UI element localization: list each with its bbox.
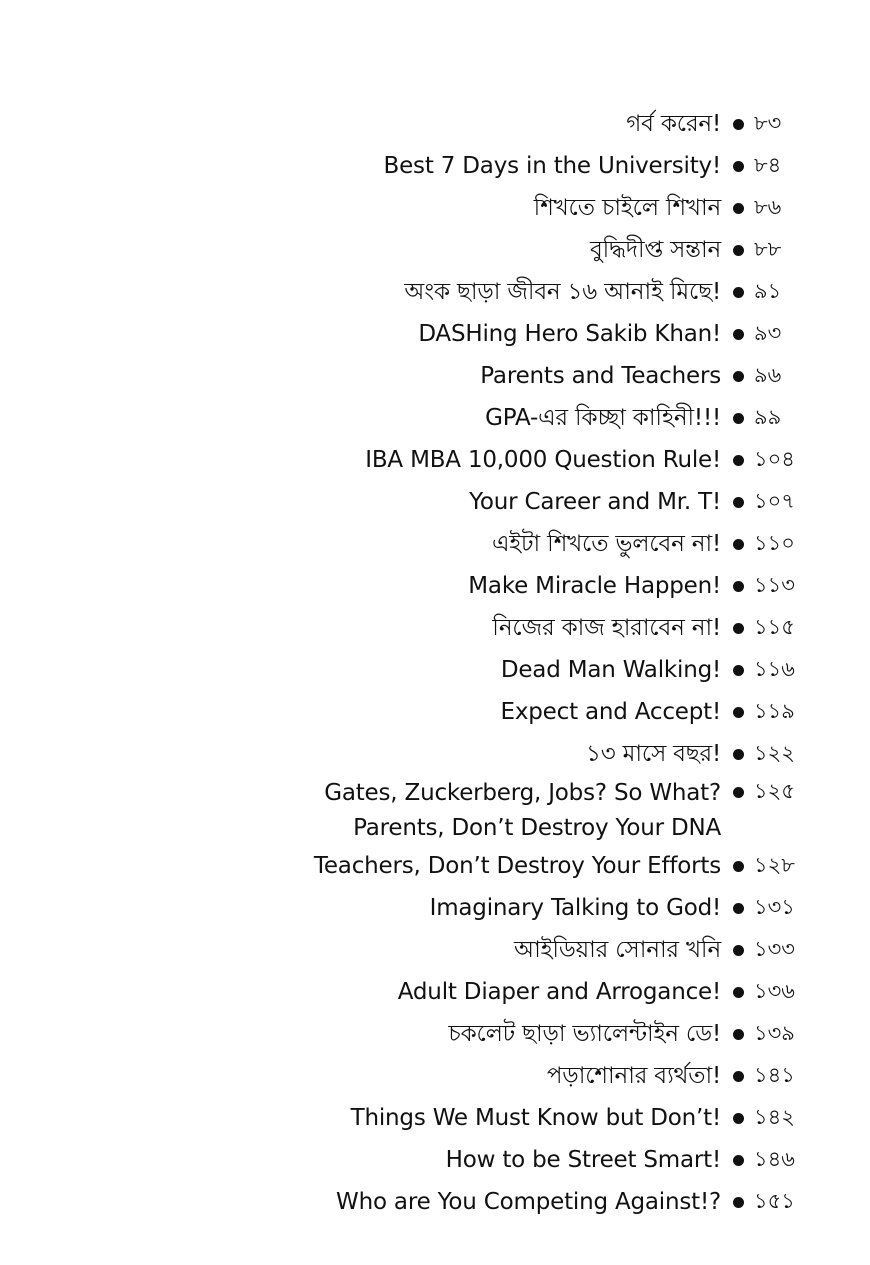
toc-entry [492, 523, 802, 565]
toc-entry-title: Best 7 Days in the University! [383, 153, 721, 179]
toc-entry [430, 887, 802, 929]
toc-page-number: ৮৬ [754, 194, 782, 219]
toc-page-number: ১৫১ [754, 1188, 795, 1213]
bullet-icon [733, 1071, 744, 1082]
toc-page-number: ১১০ [754, 530, 795, 555]
toc-entry-continued [353, 810, 802, 845]
bullet-icon [733, 903, 744, 914]
toc-entry [448, 1013, 802, 1055]
toc-page-number: ১২২ [754, 740, 795, 765]
toc-page-number: ১৩৬ [754, 978, 795, 1003]
bullet-icon [733, 371, 744, 382]
toc-entry [398, 971, 802, 1013]
toc-entry [324, 775, 802, 810]
toc-entry-title: শিখতে চাইলে শিখান [533, 194, 721, 221]
bullet-icon [733, 581, 744, 592]
toc-page-number: ১২৫ [754, 779, 795, 803]
toc-entry [534, 187, 802, 229]
toc-entry [446, 1139, 802, 1181]
toc-entry-title: GPA-এর কিচ্ছা কাহিনী!!! [485, 404, 721, 431]
toc-entry-title: এইটা শিখতে ভুলবেন না! [491, 530, 721, 557]
toc-entry-title: Teachers, Don’t Destroy Your Efforts [313, 853, 721, 879]
toc-entry-title: চকলেট ছাড়া ভ্যালেন্টাইন ডে! [448, 1020, 721, 1047]
toc-entry [492, 607, 802, 649]
toc-entry-title: IBA MBA 10,000 Question Rule! [365, 447, 721, 473]
toc-entry [547, 1055, 802, 1097]
bullet-icon [733, 623, 744, 634]
toc-entry [384, 145, 802, 187]
toc-page-number: ১২৮ [754, 852, 795, 877]
bullet-icon [733, 1197, 744, 1208]
bullet-icon [733, 665, 744, 676]
toc-entry-title: Your Career and Mr. T! [469, 489, 721, 515]
toc-page-number: ৯১ [754, 278, 782, 303]
bullet-icon [733, 987, 744, 998]
bullet-icon [733, 287, 744, 298]
toc-page-number: ১৪২ [754, 1104, 795, 1129]
bullet-icon [733, 329, 744, 340]
toc-entry-title: অংক ছাড়া জীবন ১৬ আনাই মিছে! [404, 278, 721, 305]
toc-page-number: ১০৪ [754, 446, 795, 471]
bullet-icon [733, 413, 744, 424]
toc-entry [365, 439, 802, 481]
toc-entry-title: বুদ্ধিদীপ্ত সন্তান [590, 236, 721, 263]
toc-page-number: ১১৯ [754, 698, 795, 723]
toc-page-number: ৯৯ [754, 404, 782, 429]
toc-entry [590, 229, 802, 271]
toc-entry-title: Dead Man Walking! [500, 657, 721, 683]
toc-entry-title: Imaginary Talking to God! [429, 895, 721, 921]
toc-entry-title: Who are You Competing Against!? [336, 1189, 721, 1215]
bullet-icon [733, 749, 744, 760]
bullet-icon [733, 861, 744, 872]
toc-entry-title: Parents, Don’t Destroy Your DNA [353, 814, 721, 841]
bullet-icon [733, 455, 744, 466]
bullet-icon [733, 787, 744, 798]
toc-page-number: ১৩৯ [754, 1020, 795, 1045]
toc-entry-title: How to be Street Smart! [445, 1147, 721, 1173]
toc-entry [314, 845, 802, 887]
toc-entry [514, 929, 802, 971]
toc-page-number: ৯৩ [754, 320, 782, 345]
toc-entry [480, 355, 802, 397]
bullet-icon [733, 707, 744, 718]
bullet-icon [733, 497, 744, 508]
toc-entry [469, 481, 802, 523]
toc-entry [404, 271, 802, 313]
toc-entry-title: Gates, Zuckerberg, Jobs? So What? [324, 779, 721, 806]
toc-page-number: ১৪১ [754, 1062, 795, 1087]
toc-page-number: ১৩৩ [754, 936, 795, 961]
bullet-icon [733, 539, 744, 550]
toc-page-number: ১৩১ [754, 894, 795, 919]
toc-entry [418, 313, 802, 355]
toc-entry-title: Things We Must Know but Don’t! [350, 1105, 721, 1131]
toc-page-number: ১১৩ [754, 572, 795, 597]
toc-page-number: ১৪৬ [754, 1146, 795, 1171]
bullet-icon [733, 1113, 744, 1124]
toc-entry-title: Expect and Accept! [500, 699, 721, 725]
toc-entry-title: Parents and Teachers [480, 363, 721, 389]
bullet-icon [733, 203, 744, 214]
toc-entry-title: ১৩ মাসে বছর! [586, 740, 721, 767]
bullet-icon [733, 1029, 744, 1040]
bullet-icon [733, 245, 744, 256]
toc-entry [501, 691, 802, 733]
toc-entry [485, 397, 802, 439]
toc-page-number: ৮৮ [754, 236, 782, 261]
toc-entry-title: পড়াশোনার ব্যর্থতা! [546, 1062, 721, 1089]
toc-entry [586, 733, 802, 775]
toc-entry [468, 565, 802, 607]
toc-entry-title: আইডিয়ার সোনার খনি [513, 936, 721, 963]
toc-entry [336, 1181, 802, 1223]
toc-page-number: ১১৫ [754, 614, 795, 639]
toc-page-number: ১০৭ [754, 488, 795, 513]
toc-entry-title: DASHing Hero Sakib Khan! [418, 321, 721, 347]
toc-page-number: ৮৩ [754, 110, 782, 135]
table-of-contents [182, 103, 802, 1223]
toc-page-number: ৯৬ [754, 362, 782, 387]
bullet-icon [733, 945, 744, 956]
bullet-icon [733, 119, 744, 130]
toc-entry-title: নিজের কাজ হারাবেন না! [492, 614, 721, 641]
toc-entry-title: Adult Diaper and Arrogance! [397, 979, 721, 1005]
toc-entry [626, 103, 802, 145]
bullet-icon [733, 1155, 744, 1166]
toc-entry [351, 1097, 802, 1139]
toc-entry [501, 649, 802, 691]
toc-entry-title: গর্ব করেন! [626, 110, 721, 137]
toc-page-number: ৮৪ [754, 152, 782, 177]
bullet-icon [733, 161, 744, 172]
toc-entry-title: Make Miracle Happen! [468, 573, 721, 599]
toc-page-number: ১১৬ [754, 656, 795, 681]
